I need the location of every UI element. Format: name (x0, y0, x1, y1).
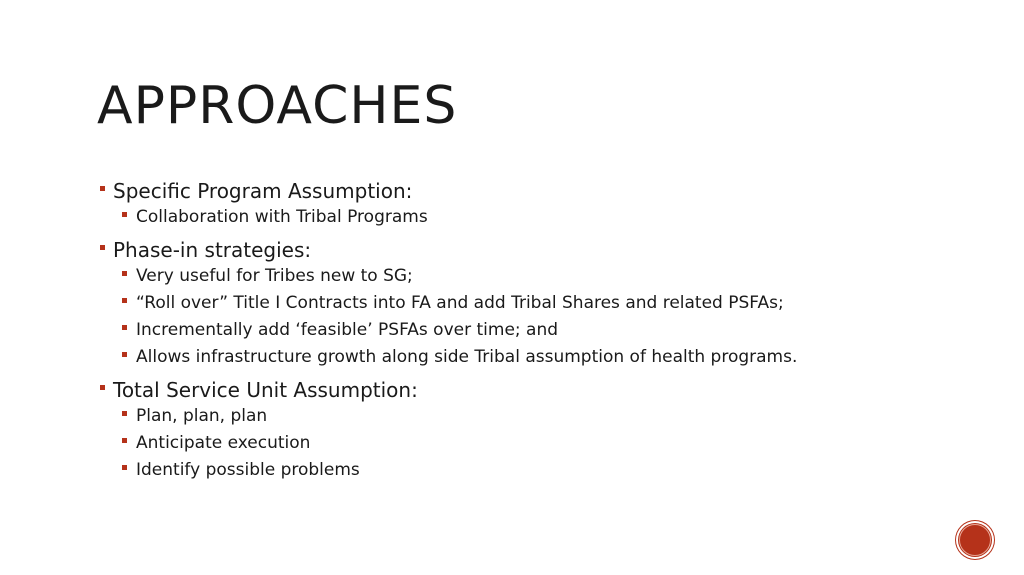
sub-bullet-marker-icon (122, 438, 127, 443)
bullet-item (100, 178, 980, 204)
bullet-text: Phase-in strategies: (113, 238, 312, 262)
slide-title: APPROACHES (97, 76, 458, 136)
sub-bullet-text: Plan, plan, plan (136, 406, 268, 426)
page-number-badge (956, 521, 994, 559)
bullet-marker-icon (100, 186, 105, 191)
bullet-marker-icon (100, 245, 105, 250)
sub-bullet-marker-icon (122, 352, 127, 357)
sub-bullet-text: Identify possible problems (136, 460, 360, 480)
bullet-marker-icon (100, 385, 105, 390)
sub-bullet-marker-icon (122, 298, 127, 303)
sub-bullet-item (122, 290, 980, 317)
bullet-text: Specific Program Assumption: (113, 179, 413, 203)
bullet-item (100, 377, 980, 403)
sub-bullet-marker-icon (122, 212, 127, 217)
sub-bullet-marker-icon (122, 465, 127, 470)
sub-bullet-item (122, 457, 980, 484)
sub-bullet-marker-icon (122, 271, 127, 276)
bullet-item (100, 237, 980, 263)
sub-bullet-text: Collaboration with Tribal Programs (136, 207, 428, 227)
sub-bullet-item (122, 317, 980, 344)
sub-bullet-text: Very useful for Tribes new to SG; (136, 266, 413, 286)
sub-bullet-item (122, 344, 980, 371)
sub-bullet-item (122, 263, 980, 290)
sub-bullet-item (122, 204, 980, 231)
sub-bullet-text: “Roll over” Title I Contracts into FA and add Tribal Shares and related PSFAs; (136, 293, 784, 313)
bullet-group-phase-in (100, 237, 980, 371)
sub-bullet-text: Allows infrastructure growth along side Tribal assumption of health programs. (136, 347, 798, 367)
bullet-text: Total Service Unit Assumption: (113, 378, 418, 402)
bullet-list (100, 178, 980, 490)
sub-bullet-item (122, 430, 980, 457)
sub-bullet-marker-icon (122, 325, 127, 330)
sub-bullet-item (122, 403, 980, 430)
sub-bullet-text: Anticipate execution (136, 433, 311, 453)
sub-bullet-marker-icon (122, 411, 127, 416)
page-number-ring-icon (959, 524, 991, 556)
bullet-group-total-service-unit (100, 377, 980, 484)
sub-bullet-text: Incrementally add ‘feasible’ PSFAs over time; and (136, 320, 559, 340)
bullet-group-specific-program (100, 178, 980, 231)
